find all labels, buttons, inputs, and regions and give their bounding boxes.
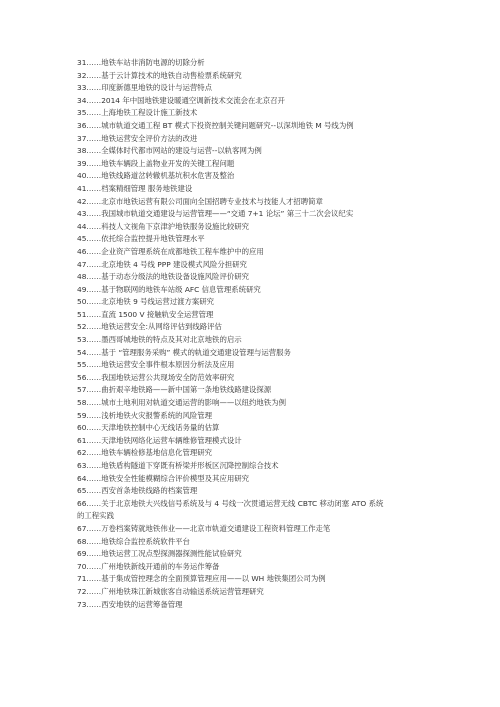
item-number: 65 <box>77 486 87 496</box>
item-number: 40 <box>77 171 87 181</box>
item-number: 62 <box>77 448 87 458</box>
item-number: 72 <box>77 586 87 596</box>
item-title: 全媒体时代都市网站的建设与运营--以轨客网为例 <box>101 146 262 156</box>
item-separator: …… <box>86 335 102 345</box>
item-number: 68 <box>77 536 87 546</box>
item-title: 我国地铁运营公共现场安全防范效率研究 <box>101 372 235 382</box>
item-number: 35 <box>77 108 87 118</box>
list-item-text <box>77 221 449 234</box>
list-item <box>77 133 449 146</box>
list-item-text <box>77 422 449 435</box>
item-number: 44 <box>77 221 87 231</box>
list-item <box>77 410 449 423</box>
list-item-text <box>77 485 449 498</box>
item-separator: …… <box>86 385 102 395</box>
item-title: 地铁运营安全评价方法的改进 <box>101 133 198 143</box>
item-number: 52 <box>77 322 87 332</box>
list-item <box>77 120 449 133</box>
item-title: 关于北京地铁大兴线信号系统及与 4 号线一次贯通运营无线 CBTC 移动闭塞 ATO 系统 <box>101 498 384 508</box>
list-item <box>77 372 449 385</box>
list-item-text <box>77 246 449 259</box>
item-number: 42 <box>77 196 87 206</box>
item-number: 56 <box>77 372 87 382</box>
item-separator: …… <box>86 398 102 408</box>
item-title: 广州地铁新线开通前的车务运作筹备 <box>101 561 220 571</box>
item-title: 地铁运营安全:从网络评估到线路评估 <box>101 322 222 332</box>
item-title: 档案精细管理 服务地铁建设 <box>101 183 193 193</box>
item-title: 我国城市轨道交通建设与运营管理——“交通 7+1 论坛” 第三十二次会议纪实 <box>101 209 354 219</box>
item-separator: …… <box>86 234 102 244</box>
list-item-text <box>77 372 449 385</box>
list-item <box>77 460 449 473</box>
item-title: 曲折艰辛地铁路——新中国第一条地铁线路建设探源 <box>101 385 272 395</box>
list-item-text <box>77 284 449 297</box>
item-title: 2014 年中国地铁建设暖通空调新技术交流会在北京召开 <box>101 95 285 105</box>
list-item <box>77 573 449 586</box>
list-item <box>77 347 449 360</box>
item-title: 地铁车辆段上盖物业开发的关键工程问题 <box>101 158 235 168</box>
list-item-text <box>77 523 449 536</box>
item-separator: …… <box>86 272 102 282</box>
item-number: 66 <box>77 498 87 508</box>
item-separator: …… <box>86 561 102 571</box>
item-number: 59 <box>77 410 87 420</box>
list-item-text <box>77 259 449 272</box>
item-separator: …… <box>86 498 102 508</box>
list-item-text <box>77 347 449 360</box>
item-separator: …… <box>86 120 102 130</box>
item-number: 50 <box>77 297 87 307</box>
item-title: 浅析地铁火灾报警系统的风险管理 <box>101 410 213 420</box>
list-item <box>77 221 449 234</box>
list-item-text <box>77 196 449 209</box>
item-number: 60 <box>77 423 87 433</box>
item-number: 36 <box>77 120 87 130</box>
item-number: 31 <box>77 58 87 67</box>
item-title: 地铁运营安全事件根本原因分析法及应用 <box>101 360 235 370</box>
list-item <box>77 233 449 246</box>
list-item <box>77 259 449 272</box>
item-number: 39 <box>77 158 87 168</box>
item-title: 西安首条地铁线路的档案管理 <box>101 486 198 496</box>
item-title: 地铁安全性能模糊综合评价模型及其应用研究 <box>101 473 250 483</box>
list-item <box>77 296 449 309</box>
list-item-text <box>77 561 449 574</box>
list-item-text <box>77 95 449 108</box>
list-item-text <box>77 309 449 322</box>
item-separator: …… <box>86 259 102 269</box>
list-item-text <box>77 133 449 146</box>
item-separator: …… <box>86 473 102 483</box>
item-separator: …… <box>86 523 102 533</box>
item-separator: …… <box>86 221 102 231</box>
item-number: 48 <box>77 272 87 282</box>
item-separator: …… <box>86 360 102 370</box>
item-separator: …… <box>86 448 102 458</box>
list-item-text <box>77 359 449 372</box>
list-item-text <box>77 410 449 423</box>
list-item <box>77 196 449 209</box>
item-number: 49 <box>77 284 87 294</box>
list-item <box>77 284 449 297</box>
item-title: 地铁车站非消防电源的切除分析 <box>101 58 205 67</box>
list-item <box>77 536 449 549</box>
item-number: 47 <box>77 259 87 269</box>
item-title: 地铁车辆检修基地信息化管理研究 <box>101 448 213 458</box>
item-separator: …… <box>86 322 102 332</box>
item-separator: …… <box>86 586 102 596</box>
item-title: 上海地铁工程设计施工新技术 <box>101 108 198 118</box>
item-title-continuation: 的工程实践 <box>77 511 114 521</box>
list-item-text <box>77 321 449 334</box>
item-number: 38 <box>77 146 87 156</box>
list-item-text <box>77 233 449 246</box>
item-title: 地铁线路道岔转辙机基坑积水危害及整治 <box>101 171 235 181</box>
item-separator: …… <box>86 95 102 105</box>
item-number: 46 <box>77 246 87 256</box>
item-number: 37 <box>77 133 87 143</box>
item-number: 34 <box>77 95 87 105</box>
list-item <box>77 435 449 448</box>
item-number: 64 <box>77 473 87 483</box>
item-separator: …… <box>86 108 102 118</box>
list-item-text <box>77 296 449 309</box>
list-item <box>77 271 449 284</box>
item-separator: …… <box>86 171 102 181</box>
list-item <box>77 359 449 372</box>
item-title: 印度新德里地铁的设计与运营特点 <box>101 83 213 93</box>
list-item <box>77 561 449 574</box>
item-number: 57 <box>77 385 87 395</box>
list-item <box>77 309 449 322</box>
list-item-text <box>77 447 449 460</box>
list-item-text <box>77 208 449 221</box>
item-separator: …… <box>86 158 102 168</box>
item-title: 北京地铁 4 号线 PPP 建设模式风险分担研究 <box>101 259 247 269</box>
list-item <box>77 523 449 536</box>
item-separator: …… <box>86 246 102 256</box>
list-item <box>77 246 449 259</box>
item-number: 71 <box>77 574 87 584</box>
item-title: 基于 “管理服务采购” 模式的轨道交通建设管理与运营服务 <box>101 347 291 357</box>
item-separator: …… <box>86 486 102 496</box>
item-title: 地铁运营工况点型探测器探测性能试验研究 <box>101 549 242 559</box>
item-separator: …… <box>86 435 102 445</box>
item-number: 43 <box>77 209 87 219</box>
item-separator: …… <box>86 58 102 67</box>
article-list <box>77 57 449 611</box>
item-number: 33 <box>77 83 87 93</box>
item-title: 地铁综合监控系统软件平台 <box>101 536 190 546</box>
item-title: 基于物联网的地铁车站级 AFC 信息管理系统研究 <box>101 284 261 294</box>
item-number: 41 <box>77 183 87 193</box>
item-separator: …… <box>86 133 102 143</box>
list-item <box>77 548 449 561</box>
item-title: 直流 1500 V 接触轨安全运营管理 <box>101 309 214 319</box>
item-number: 32 <box>77 70 87 80</box>
item-separator: …… <box>86 410 102 420</box>
item-title: 城市轨道交通工程 BT 模式下投资控制关键问题研究--以深圳地铁 M 号线为例 <box>101 120 354 130</box>
item-title: 万卷档案铸就地铁伟业——北京市轨道交通建设工程资料管理工作走笔 <box>101 523 331 533</box>
item-title: 广州地铁珠江新城旅客自动输送系统运营管理研究 <box>101 586 264 596</box>
item-number: 69 <box>77 549 87 559</box>
item-title: 北京地铁 9 号线运营过渡方案研究 <box>101 297 215 307</box>
list-item <box>77 384 449 397</box>
item-number: 54 <box>77 347 87 357</box>
item-separator: …… <box>86 183 102 193</box>
list-item <box>77 447 449 460</box>
item-separator: …… <box>86 297 102 307</box>
item-number: 55 <box>77 360 87 370</box>
item-separator: …… <box>86 83 102 93</box>
list-item <box>77 586 449 599</box>
list-item <box>77 70 449 83</box>
list-item-text <box>77 70 449 83</box>
item-separator: …… <box>86 284 102 294</box>
list-item-text <box>77 460 449 473</box>
list-item-text <box>77 599 449 612</box>
item-separator: …… <box>86 574 102 584</box>
list-item-text <box>77 586 449 599</box>
list-item-text <box>77 183 449 196</box>
list-item-text <box>77 82 449 95</box>
item-title: 企业资产管理系统在成都地铁工程车维护中的应用 <box>101 246 264 256</box>
item-title: 地铁盾构隧道下穿既有桥梁并形板区沉降控制综合技术 <box>101 461 279 470</box>
item-separator: …… <box>86 549 102 559</box>
list-item <box>77 95 449 108</box>
item-separator: …… <box>86 70 102 80</box>
list-item <box>77 485 449 498</box>
item-title: 天津地铁控制中心无线话务量的估算 <box>101 423 220 433</box>
list-item-text <box>77 170 449 183</box>
item-separator: …… <box>86 461 102 470</box>
item-number: 63 <box>77 461 87 470</box>
list-item <box>77 107 449 120</box>
list-item <box>77 498 449 523</box>
item-number: 51 <box>77 309 87 319</box>
item-separator: …… <box>86 146 102 156</box>
item-separator: …… <box>86 309 102 319</box>
list-item <box>77 397 449 410</box>
item-number: 45 <box>77 234 87 244</box>
list-item <box>77 57 449 70</box>
list-item-text <box>77 435 449 448</box>
item-title: 西安地铁的运营筹备管理 <box>101 599 183 609</box>
list-item <box>77 473 449 486</box>
list-item-text <box>77 384 449 397</box>
item-title: 科技人文视角下京津沪地铁服务设施比较研究 <box>101 221 250 231</box>
list-item-text <box>77 158 449 171</box>
list-item <box>77 170 449 183</box>
item-number: 58 <box>77 398 87 408</box>
list-item <box>77 82 449 95</box>
list-item-text <box>77 397 449 410</box>
item-number: 67 <box>77 523 87 533</box>
list-item-text <box>77 107 449 120</box>
item-separator: …… <box>86 209 102 219</box>
list-item-text <box>77 271 449 284</box>
item-title: 墨西哥城地铁的特点及其对北京地铁的启示 <box>101 335 242 345</box>
list-item-text <box>77 498 449 511</box>
list-item <box>77 158 449 171</box>
item-separator: …… <box>86 599 102 609</box>
item-separator: …… <box>86 423 102 433</box>
list-item-text <box>77 573 449 586</box>
item-separator: …… <box>86 196 102 206</box>
item-title: 基于云计算技术的地铁自动售检票系统研究 <box>101 70 242 80</box>
list-item <box>77 599 449 612</box>
list-item <box>77 145 449 158</box>
list-item-text <box>77 536 449 549</box>
item-separator: …… <box>86 536 102 546</box>
item-title: 依托综合监控提升地铁管理水平 <box>101 234 205 244</box>
item-number: 70 <box>77 561 87 571</box>
item-number: 53 <box>77 335 87 345</box>
list-item-text <box>77 473 449 486</box>
list-item <box>77 334 449 347</box>
list-item-text <box>77 334 449 347</box>
list-item <box>77 208 449 221</box>
list-item-text <box>77 120 449 133</box>
item-separator: …… <box>86 347 102 357</box>
item-title: 城市土地利用对轨道交通运营的影响——以纽约地铁为例 <box>101 398 286 408</box>
list-item <box>77 183 449 196</box>
item-title: 北京市地铁运营有限公司面向全国招聘专业技术与技能人才招聘简章 <box>101 196 323 206</box>
list-item-text <box>77 57 449 70</box>
item-number: 73 <box>77 599 87 609</box>
list-item-text <box>77 145 449 158</box>
item-title: 天津地铁网络化运营车辆维修管理模式设计 <box>101 435 242 445</box>
item-title: 基于集成管控理念的全面预算管理应用——以 WH 地铁集团公司为例 <box>101 574 326 584</box>
item-title: 基于动态分级法的地铁设备设施风险评价研究 <box>101 272 250 282</box>
list-item <box>77 321 449 334</box>
list-item <box>77 422 449 435</box>
list-item-text <box>77 548 449 561</box>
item-separator: …… <box>86 372 102 382</box>
item-number: 61 <box>77 435 87 445</box>
